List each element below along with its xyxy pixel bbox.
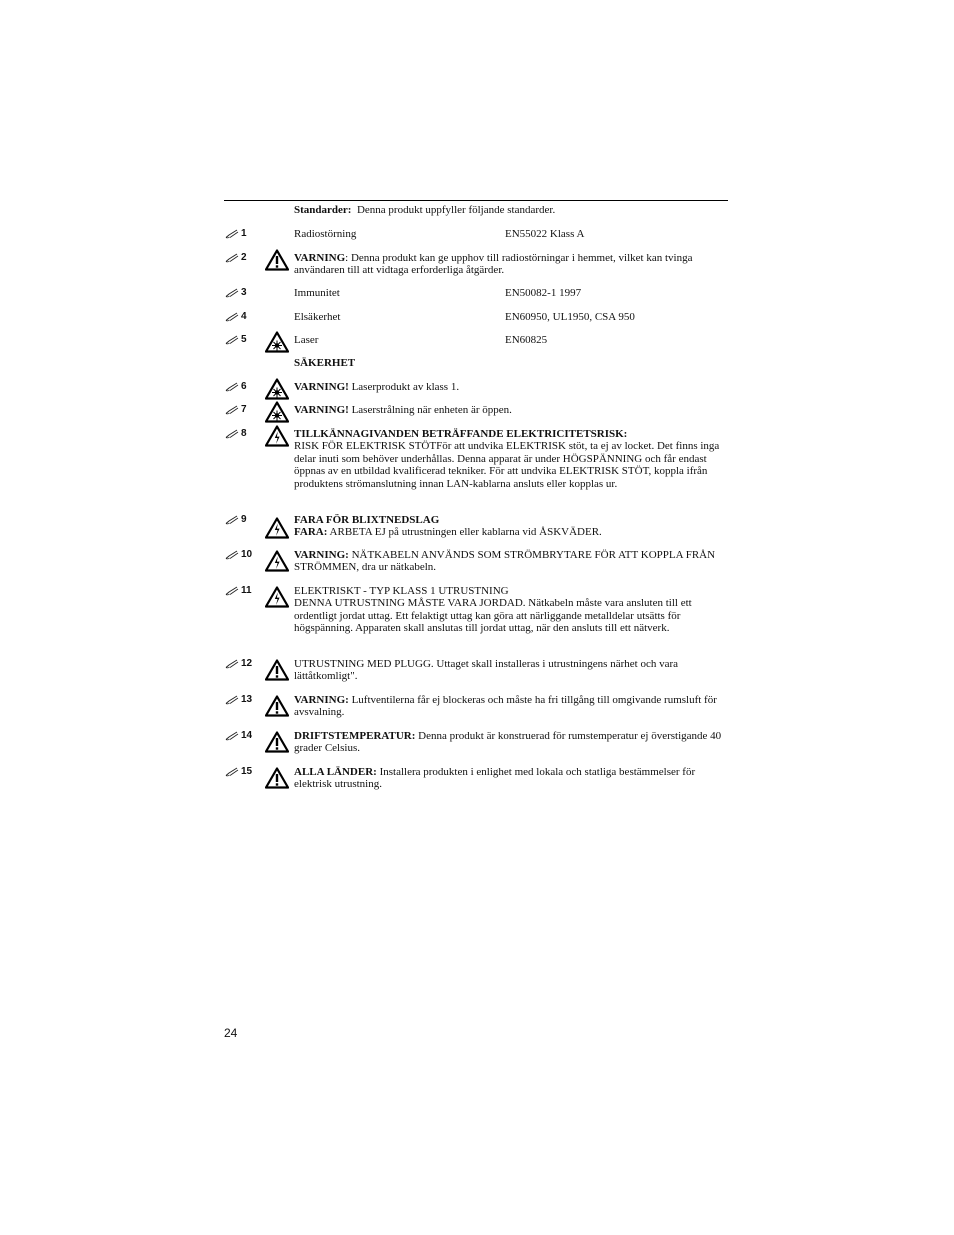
item-text xyxy=(294,585,730,635)
pencil-check-icon xyxy=(225,429,239,439)
item-label: Radiostörning xyxy=(294,228,357,240)
item-standard: EN60950, UL1950, CSA 950 xyxy=(505,311,635,323)
pencil-check-icon xyxy=(225,288,239,298)
standards-label: Standarder: xyxy=(294,204,352,216)
pencil-check-icon xyxy=(225,731,239,741)
item-marker xyxy=(224,694,264,708)
item-text xyxy=(294,514,730,539)
safety-heading: SÄKERHET xyxy=(294,357,356,369)
item-text xyxy=(294,252,730,277)
warning-triangle-icon xyxy=(265,767,289,789)
pencil-check-icon xyxy=(225,767,239,777)
item-label: Elsäkerhet xyxy=(294,311,341,323)
item-body: ARBETA EJ på utrustningen eller kablarna vid ÅSKVÄDER. xyxy=(327,526,602,539)
item-number: 9 xyxy=(241,514,247,525)
item-text xyxy=(294,766,730,791)
item-text xyxy=(294,404,730,416)
item-label: Immunitet xyxy=(294,287,340,299)
item-body: NÄTKABELN ANVÄNDS SOM STRÖMBRYTARE FÖR ATT KOPPLA FRÅN STRÖMMEN, dra ur nätkabeln. xyxy=(294,549,716,574)
item-marker xyxy=(224,228,264,242)
item-number: 1 xyxy=(241,228,247,239)
item-number: 4 xyxy=(241,311,247,322)
item-bold-label: FARA FÖR BLIXTNEDSLAG xyxy=(294,514,440,526)
item-marker xyxy=(224,287,264,301)
laser-warning-icon xyxy=(265,378,289,400)
item-bold-label: VARNING! xyxy=(294,381,349,393)
item-body: Laserstrålning när enheten är öppen. xyxy=(348,404,512,416)
item-text: UTRUSTNING MED PLUGG. Uttaget skall installeras i utrustningens närhet och vara lättåtkomligt". xyxy=(294,658,679,683)
pencil-check-icon xyxy=(225,335,239,345)
pencil-check-icon xyxy=(225,312,239,322)
item-standard: EN55022 Klass A xyxy=(505,228,585,240)
item-marker xyxy=(224,311,264,325)
warning-triangle-icon xyxy=(265,659,289,681)
pencil-check-icon xyxy=(225,382,239,392)
item-marker xyxy=(224,658,264,672)
item-bold-label: VARNING xyxy=(294,252,346,264)
item-bold-label: ALLA LÄNDER: xyxy=(294,766,377,778)
standards-text: Denna produkt uppfyller följande standarder. xyxy=(356,204,556,216)
item-bold-label: TILLKÄNNAGIVANDEN BETRÄFFANDE ELEKTRICITETSRISK: xyxy=(294,428,628,440)
item-marker xyxy=(224,766,264,780)
item-heading: ELEKTRISKT - TYP KLASS 1 UTRUSTNING xyxy=(294,585,509,597)
laser-warning-icon xyxy=(265,331,289,353)
standards-intro xyxy=(294,204,555,217)
item-body: Denna produkt är konstruerad för rumstemperatur ej överstigande 40 grader Celsius. xyxy=(294,730,722,755)
warning-triangle-icon xyxy=(265,731,289,753)
item-marker xyxy=(224,404,264,418)
item-marker xyxy=(224,549,264,563)
pencil-check-icon xyxy=(225,586,239,596)
item-body: DENNA UTRUSTNING MÅSTE VARA JORDAD. Nätkabeln måste vara ansluten till ett ordentligt jordat uttag. Ett felaktigt uttag kan göra att närliggande metalldelar utsätts för högspänning. Apparaten skall anslutas till jordat uttag, när den ansluts till ett nätverk. xyxy=(294,597,692,635)
pencil-check-icon xyxy=(225,695,239,705)
item-number: 7 xyxy=(241,404,247,415)
item-text xyxy=(294,730,730,755)
item-standard: EN60825 xyxy=(505,334,548,346)
item-text xyxy=(294,694,730,719)
item-body: Installera produkten i enlighet med lokala och statliga bestämmelser för elektrisk utrustning. xyxy=(294,766,696,791)
item-marker xyxy=(224,252,264,266)
item-text xyxy=(294,428,730,490)
item-number: 6 xyxy=(241,381,247,392)
pencil-check-icon xyxy=(225,550,239,560)
item-bold-label: DRIFTSTEMPERATUR: xyxy=(294,730,416,742)
item-marker xyxy=(224,514,264,528)
item-number: 8 xyxy=(241,428,247,439)
pencil-check-icon xyxy=(225,253,239,263)
item-body: Laserprodukt av klass 1. xyxy=(348,381,460,393)
item-marker xyxy=(224,585,264,599)
item-bold-label-2: FARA: xyxy=(294,526,328,539)
item-bold-label: VARNING: xyxy=(294,549,349,561)
pencil-check-icon xyxy=(225,515,239,525)
item-number: 2 xyxy=(241,252,247,263)
pencil-check-icon xyxy=(225,405,239,415)
item-number: 13 xyxy=(241,694,253,705)
electric-hazard-icon xyxy=(265,425,289,447)
item-number: 14 xyxy=(241,730,253,741)
item-number: 3 xyxy=(241,287,247,298)
pencil-check-icon xyxy=(225,229,239,239)
laser-warning-icon xyxy=(265,401,289,423)
electric-hazard-icon xyxy=(265,550,289,572)
item-text xyxy=(294,549,730,574)
electric-hazard-icon xyxy=(265,586,289,608)
item-marker xyxy=(224,428,264,442)
item-text xyxy=(294,381,730,393)
item-body: : Denna produkt kan ge upphov till radiostörningar i hemmet, vilket kan tvinga användaren till att vidtaga erforderliga åtgärder. xyxy=(294,252,693,277)
item-body: RISK FÖR ELEKTRISK STÖTFör att undvika ELEKTRISK stöt, ta ej av locket. Det finns inga delar inuti som behöver underhållas. Denna apparat är under HÖGSPÄNNING och får endast öppnas av en utbildad kvalificerad tekniker. För att undvika ELEKTRISK STÖT, koppla ifrån produktens strömanslutning innan LAN-kablarna ansluts eller kopplas ur. xyxy=(294,440,720,490)
item-number: 11 xyxy=(241,585,252,596)
item-marker xyxy=(224,381,264,395)
electric-hazard-icon xyxy=(265,517,289,539)
warning-triangle-icon xyxy=(265,695,289,717)
item-marker xyxy=(224,730,264,744)
pencil-check-icon xyxy=(225,659,239,669)
warning-triangle-icon xyxy=(265,249,289,271)
item-standard: EN50082-1 1997 xyxy=(505,287,582,299)
item-number: 15 xyxy=(241,766,253,777)
item-label: Laser xyxy=(294,334,319,346)
item-number: 5 xyxy=(241,334,247,345)
item-marker xyxy=(224,334,264,348)
item-number: 12 xyxy=(241,658,253,669)
item-bold-label: VARNING! xyxy=(294,404,349,416)
item-number: 10 xyxy=(241,549,253,560)
item-bold-label: VARNING: xyxy=(294,694,349,706)
page-number: 24 xyxy=(224,1026,238,1040)
top-rule xyxy=(224,200,728,201)
item-body: Luftventilerna får ej blockeras och måste ha fri tillgång till omgivande rumsluft för avsvalning. xyxy=(294,694,717,719)
